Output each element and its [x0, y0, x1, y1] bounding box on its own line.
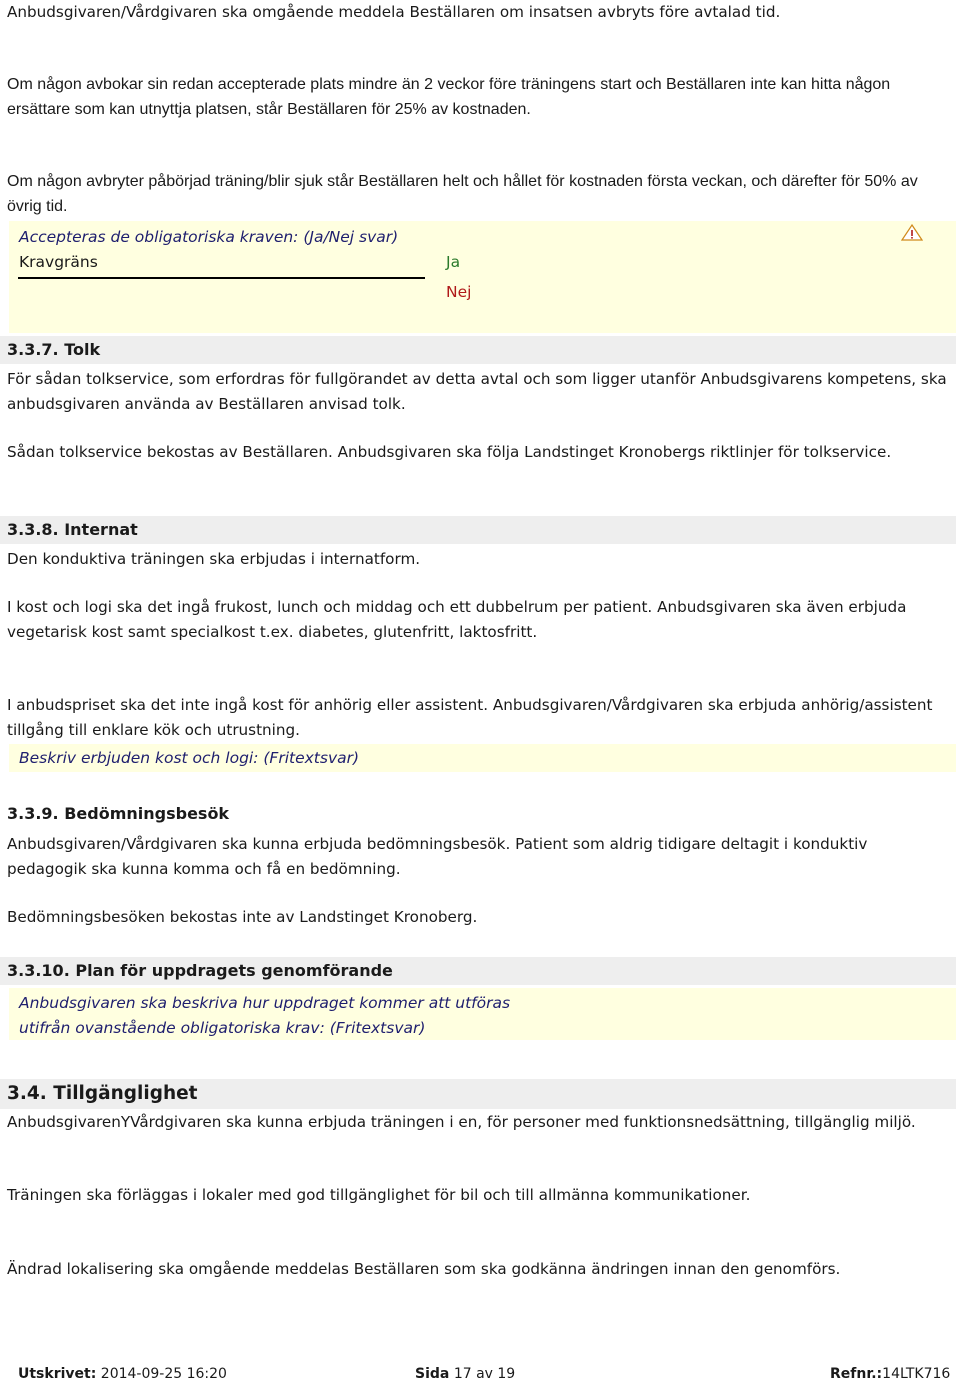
- paragraph-internat-2: I kost och logi ska det ingå frukost, lunch och middag och ett dubbelrum per patient. Anbudsgivaren ska även erbjuda vegetarisk kost samt specialkost t.ex. diabetes, glutenfritt, laktosfritt.: [7, 598, 907, 641]
- footer-ref-value: 14LTK716: [882, 1366, 951, 1382]
- question-kost-logi[interactable]: Beskriv erbjuden kost och logi: (Fritextsvar): [19, 749, 360, 767]
- footer-printed-value: 2014-09-25 16:20: [100, 1366, 227, 1382]
- question-box-requirements: [9, 221, 956, 333]
- paragraph-bedomning-2: Bedömningsbesöken bekostas inte av Landstinget Kronoberg.: [7, 908, 478, 926]
- threshold-label: Kravgräns: [19, 253, 98, 271]
- paragraph-tillganglighet-2: Träningen ska förläggas i lokaler med god tillgänglighet för bil och till allmänna kommunikationer.: [7, 1186, 751, 1204]
- section-heading-plan: 3.3.10. Plan för uppdragets genomförande: [0, 957, 956, 985]
- paragraph-tolk-2: Sådan tolkservice bekostas av Beställaren. Anbudsgivaren ska följa Landstinget Kronobergs riktlinjer för tolkservice.: [7, 443, 892, 461]
- paragraph-cancellation-cost: Om någon avbokar sin redan accepterade plats mindre än 2 veckor före träningens start och Beställaren inte kan hitta någon ersättare som kan utnyttja platsen, står Beställaren för 25% av kostnaden.: [7, 76, 891, 118]
- warning-icon: [901, 224, 923, 242]
- answer-option-no[interactable]: Nej: [446, 283, 472, 301]
- question-plan-line1[interactable]: Anbudsgivaren ska beskriva hur uppdraget kommer att utföras: [19, 994, 511, 1012]
- question-box-kost-logi: [9, 744, 956, 772]
- section-heading-internat: 3.3.8. Internat: [0, 516, 956, 544]
- paragraph-cancel-notice: Anbudsgivaren/Vårdgivaren ska omgående meddela Beställaren om insatsen avbryts före avtalad tid.: [7, 3, 781, 21]
- footer-ref-label: Refnr.:: [830, 1366, 883, 1382]
- paragraph-tolk-1: För sådan tolkservice, som erfordras för fullgörandet av detta avtal och som ligger utanför Anbudsgivarens kompetens, ska anbudsgivaren använda av Beställaren anvisad tolk.: [7, 370, 947, 413]
- footer-ref: [830, 1366, 950, 1382]
- section-heading-tillganglighet: 3.4. Tillgänglighet: [0, 1079, 956, 1109]
- section-heading-bedomningsbesok: 3.3.9. Bedömningsbesök: [7, 804, 230, 823]
- section-heading-tolk: 3.3.7. Tolk: [0, 336, 956, 364]
- paragraph-bedomning-1: Anbudsgivaren/Vårdgivaren ska kunna erbjuda bedömningsbesök. Patient som aldrig tidigare deltagit i konduktiv pedagogik ska kunna komma och få en bedömning.: [7, 835, 868, 878]
- footer-page: [415, 1366, 515, 1382]
- question-box-plan: [9, 988, 956, 1040]
- paragraph-tillganglighet-1: AnbudsgivarenYVårdgivaren ska kunna erbjuda träningen i en, för personer med funktionsnedsättning, tillgänglig miljö.: [7, 1113, 916, 1131]
- paragraph-internat-1: Den konduktiva träningen ska erbjudas i internatform.: [7, 550, 421, 568]
- footer-page-label: Sida: [415, 1366, 450, 1382]
- question-plan-line2[interactable]: utifrån ovanstående obligatoriska krav: (Fritextsvar): [19, 1019, 426, 1037]
- footer-page-value: 17 av 19: [453, 1366, 516, 1382]
- question-label: Accepteras de obligatoriska kraven: (Ja/Nej svar): [19, 228, 399, 246]
- paragraph-tillganglighet-3: Ändrad lokalisering ska omgående meddelas Beställaren som ska godkänna ändringen innan den genomförs.: [7, 1260, 841, 1278]
- paragraph-interruption-cost: Om någon avbryter påbörjad träning/blir sjuk står Beställaren helt och hållet för kostnaden första veckan, och därefter för 50% av övrig tid.: [7, 173, 918, 215]
- footer-printed: [18, 1366, 227, 1382]
- answer-option-yes[interactable]: Ja: [446, 253, 461, 271]
- threshold-underline: [18, 277, 425, 279]
- footer-printed-label: Utskrivet:: [18, 1366, 97, 1382]
- paragraph-internat-3: I anbudspriset ska det inte ingå kost för anhörig eller assistent. Anbudsgivaren/Vårdgivaren ska erbjuda anhörig/assistent tillgång till enklare kök och utrustning.: [7, 696, 933, 739]
